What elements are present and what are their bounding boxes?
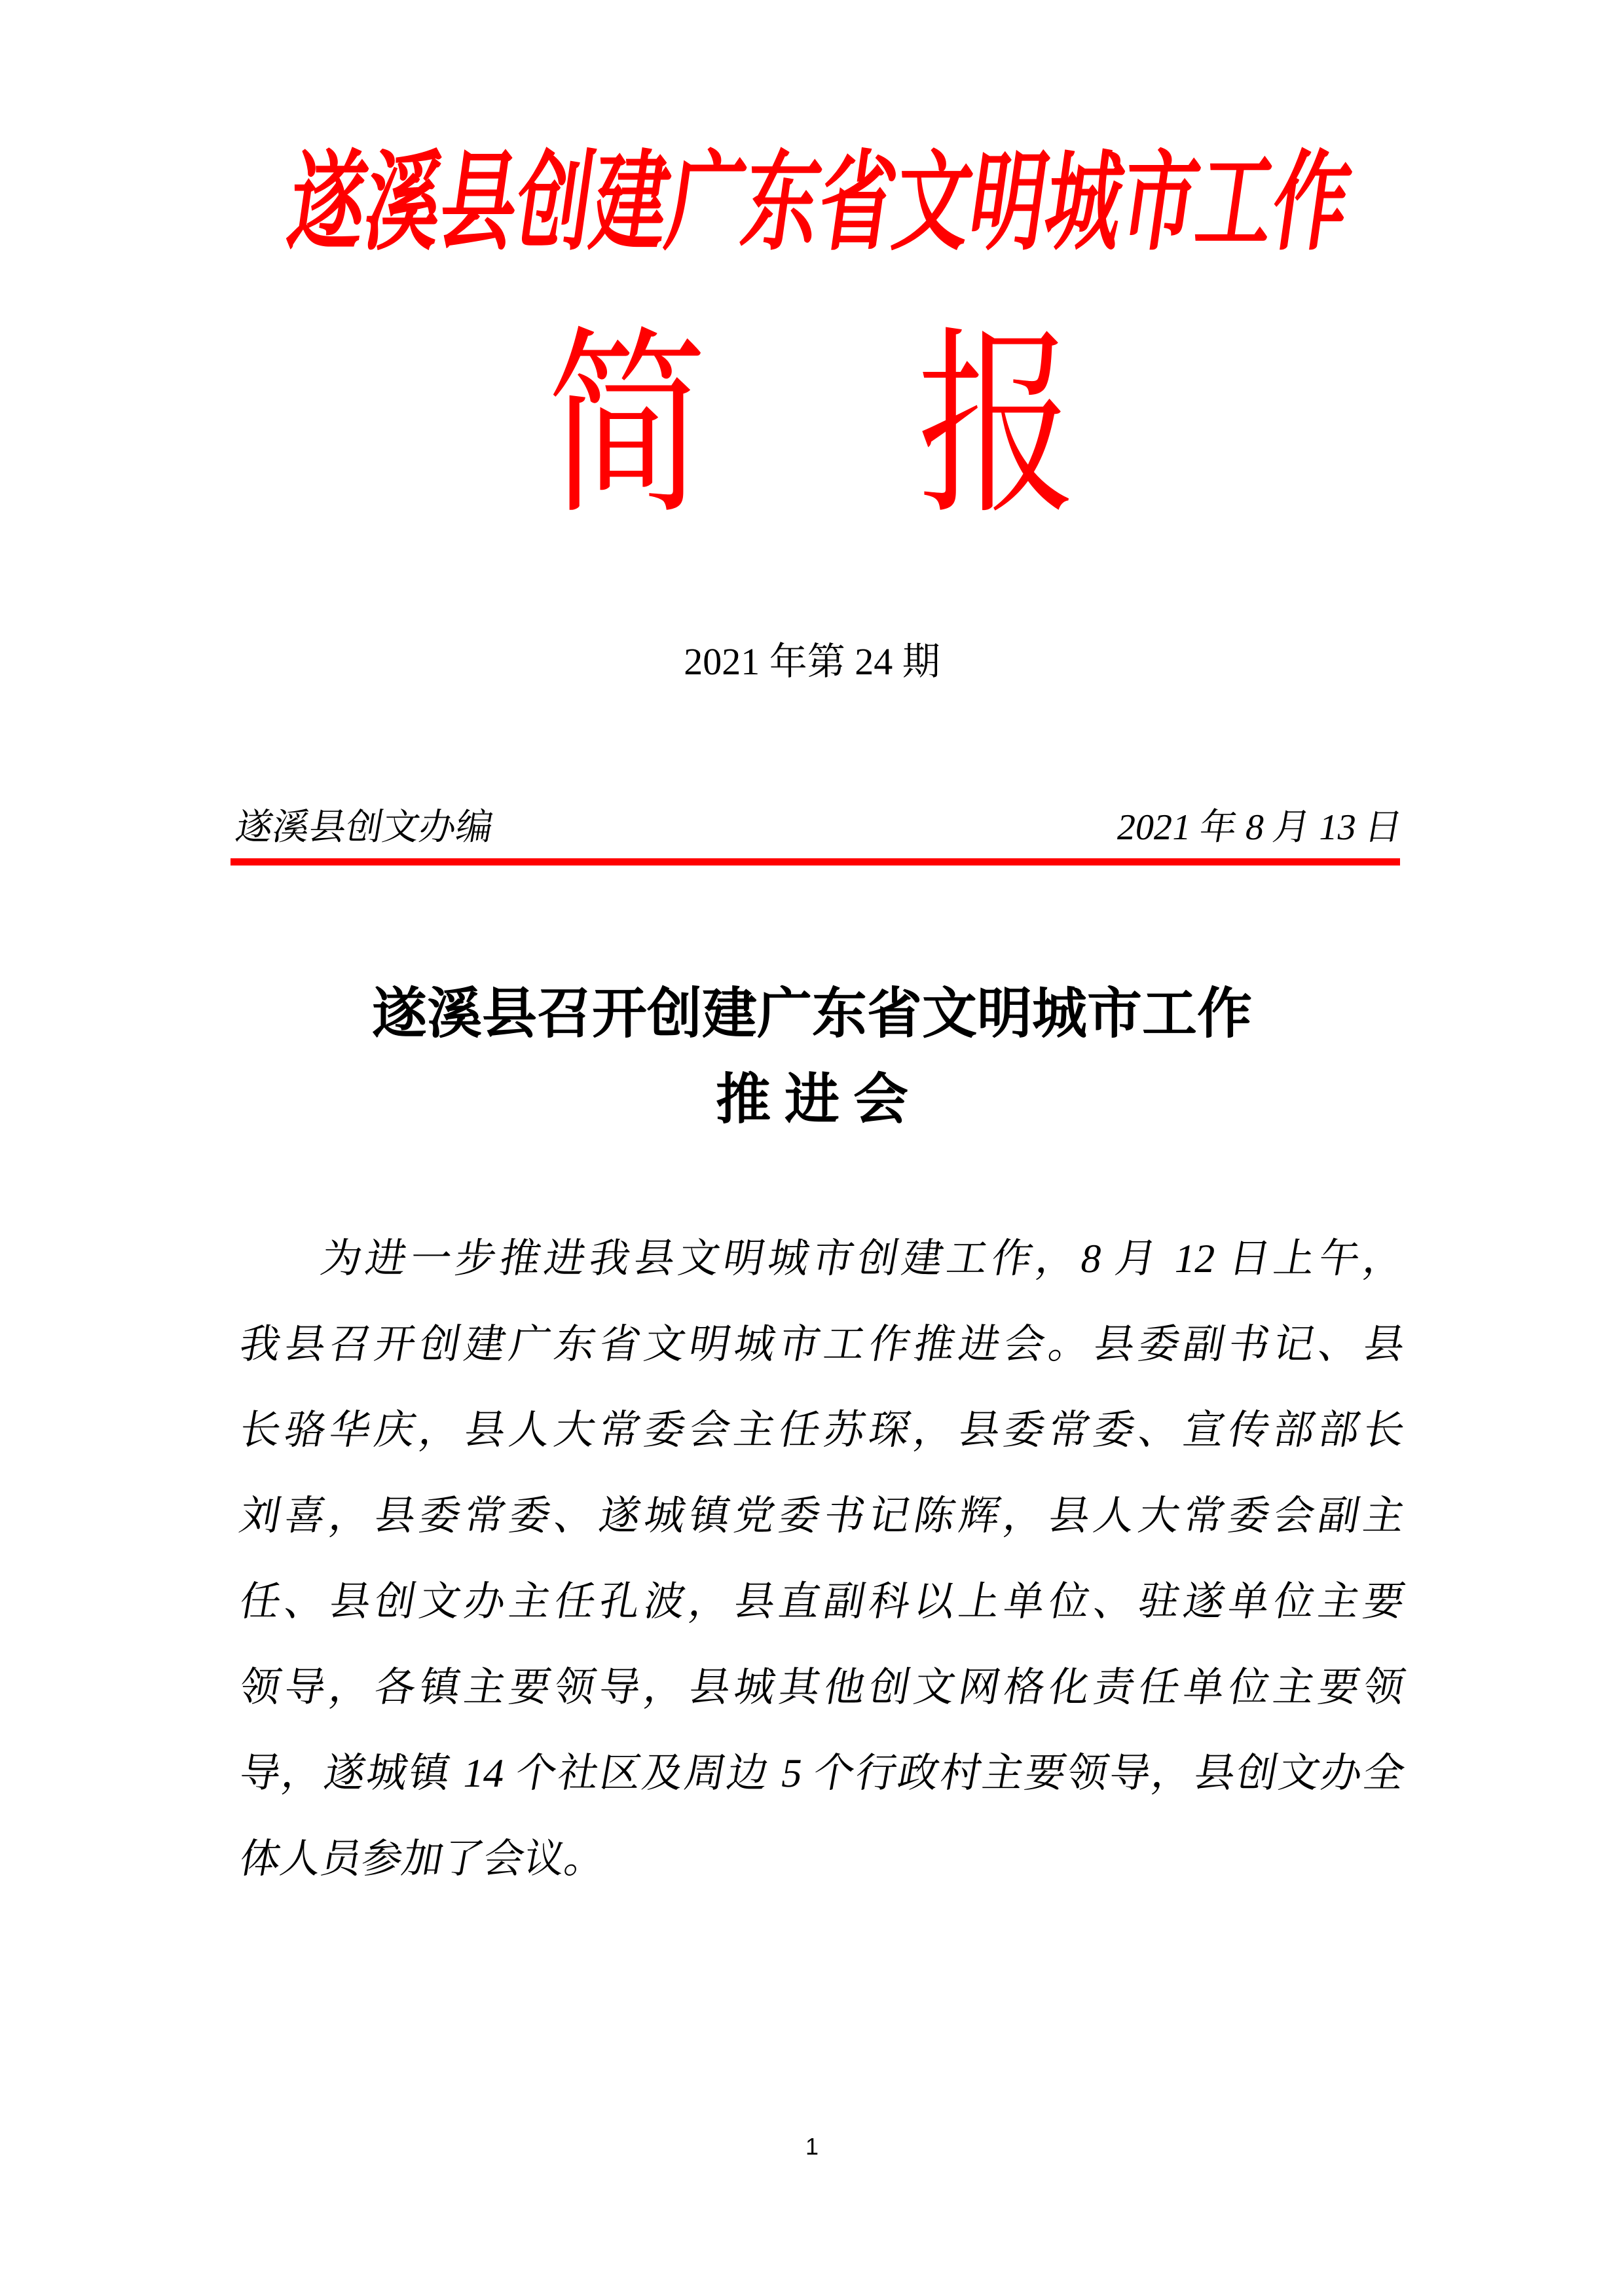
- article-title-line-2: 推 进 会: [715, 1070, 908, 1131]
- body-line: 刘喜，县委常委、遂城镇党委书记陈辉，县人大常委会副主: [236, 1494, 1409, 1539]
- masthead-name-char-2: 报: [917, 316, 1077, 538]
- masthead-name-char-1: 简: [547, 316, 707, 538]
- body-line: 领导，各镇主要领导，县城其他创文网格化责任单位主要领: [236, 1666, 1409, 1710]
- masthead-title: [0, 143, 1624, 263]
- article-title-line-1: 遂溪县召开创建广东省文明城市工作: [371, 984, 1252, 1045]
- page-number: 1: [805, 2133, 819, 2160]
- body-line: 长骆华庆，县人大常委会主任苏琛，县委常委、宣传部部长: [236, 1408, 1409, 1453]
- editor-name: 遂溪县创文办编: [232, 807, 497, 848]
- article-title: [0, 972, 1624, 1143]
- masthead-name: [0, 316, 1624, 538]
- body-line: 任、县创文办主任孔波，县直副科以上单位、驻遂单位主要: [236, 1580, 1409, 1624]
- issue-number: 2021 年第 24 期: [684, 640, 940, 683]
- red-divider-line: [231, 858, 1400, 866]
- body-line: 体人员参加了会议。: [236, 1837, 610, 1882]
- body-line: 我县召开创建广东省文明城市工作推进会。县委副书记、县: [236, 1322, 1409, 1367]
- masthead-title-text: 遂溪县创建广东省文明城市工作: [282, 143, 1357, 263]
- issue-date: 2021 年 8 月 13 日: [1114, 807, 1406, 848]
- body-line: 为进一步推进我县文明城市创建工作，8 月 12 日上午，: [317, 1237, 1409, 1281]
- meta-row: [232, 807, 1406, 848]
- body-line: 导，遂城镇 14 个社区及周边 5 个行政村主要领导，县创文办全: [236, 1751, 1409, 1796]
- article-body: [232, 1216, 1409, 1903]
